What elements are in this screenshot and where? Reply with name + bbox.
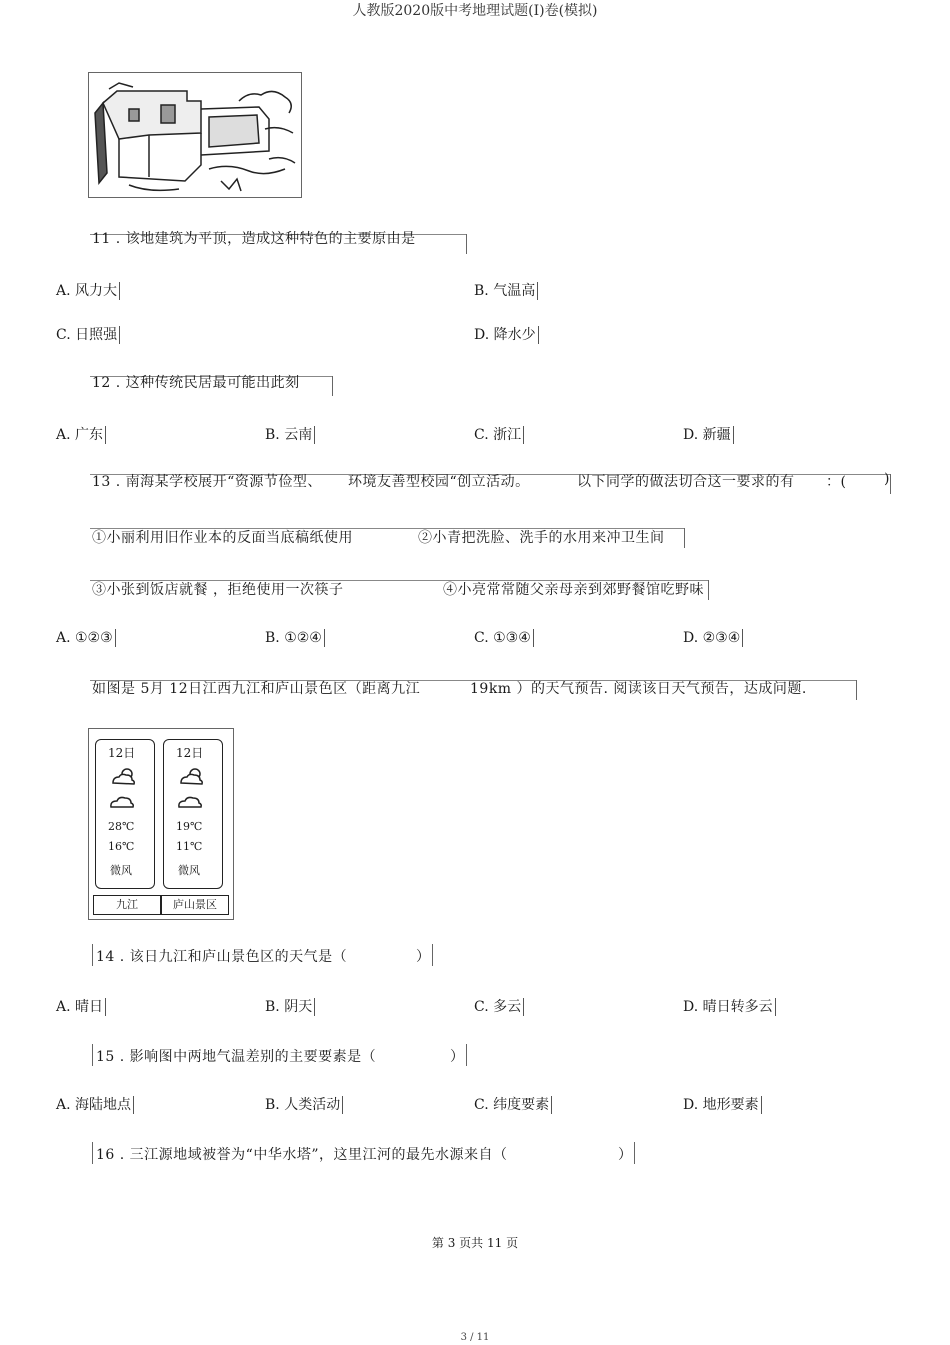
forecast-panel-jiujiang xyxy=(95,739,155,889)
forecast-date: 12日 xyxy=(176,746,204,760)
forecast-low-temp: 11℃ xyxy=(176,840,203,853)
q13-option-a[interactable]: A. ①②③ xyxy=(56,629,116,647)
q14-option-a[interactable]: A. 晴日 xyxy=(56,996,106,1016)
q13-statement-1: ①小丽利用旧作业本的反面当底稿纸使用 xyxy=(92,530,353,546)
forecast-place-lushan: 庐山景区 xyxy=(161,895,229,915)
q12-option-b[interactable]: B. 云南 xyxy=(265,424,315,444)
document-title: 人教版2020版中考地理试题(I)卷(模拟) xyxy=(352,3,598,19)
q12-option-a[interactable]: A. 广东 xyxy=(56,424,106,444)
q12-option-c[interactable]: C. 浙江 xyxy=(474,424,524,444)
cloudy-icon xyxy=(176,792,204,810)
forecast-wind: 微风 xyxy=(110,864,132,877)
weather-forecast-figure xyxy=(88,728,234,920)
question-13-stem-part4: ：( xyxy=(826,474,847,490)
question-13-stem-part5: ) xyxy=(884,471,890,487)
question-15-close: ） xyxy=(450,1049,465,1065)
q12-option-d[interactable]: D. 新疆 xyxy=(683,424,734,444)
q13-statement-4: ④小亮常常随父亲母亲到郊野餐馆吃野味 xyxy=(443,582,704,598)
q14-option-b[interactable]: B. 阴天 xyxy=(265,996,315,1016)
q11-option-b[interactable]: B. 气温高 xyxy=(474,280,538,300)
q13-option-d[interactable]: D. ②③④ xyxy=(683,629,743,647)
forecast-intro-part2: 19km ）的天气预告. 阅读该日天气预告，达成问题. xyxy=(470,681,807,697)
building-illustration xyxy=(88,72,302,198)
forecast-place-jiujiang: 九江 xyxy=(93,895,161,915)
q14-option-c[interactable]: C. 多云 xyxy=(474,996,524,1016)
question-15-stem: 15 . 影响图中两地气温差别的主要要素是（ xyxy=(96,1049,377,1065)
q11-option-a[interactable]: A. 风力大 xyxy=(56,280,120,300)
question-16-close: ） xyxy=(618,1147,633,1163)
q15-option-a[interactable]: A. 海陆地点 xyxy=(56,1094,134,1114)
page-number: 3 / 11 xyxy=(460,1332,490,1343)
question-13-stem-part1: 13 . 南海某学校展开“资源节俭型、 xyxy=(92,474,322,490)
sunny-cloudy-icon xyxy=(110,766,138,786)
q13-option-b[interactable]: B. ①②④ xyxy=(265,629,325,647)
flat-roof-house-drawing xyxy=(89,73,301,197)
forecast-low-temp: 16℃ xyxy=(108,840,135,853)
q13-statement-2: ②小青把洗脸、洗手的水用来冲卫生间 xyxy=(418,530,665,546)
forecast-intro-part1: 如图是 5月 12日江西九江和庐山景色区（距离九江 xyxy=(92,681,421,697)
forecast-wind: 微风 xyxy=(178,864,200,877)
q15-option-c[interactable]: C. 纬度要素 xyxy=(474,1094,552,1114)
q11-option-d[interactable]: D. 降水少 xyxy=(474,324,539,344)
forecast-high-temp: 28℃ xyxy=(108,820,135,833)
question-12-stem: 12 . 这种传统民居最可能出此刻 xyxy=(92,375,300,391)
question-14-stem: 14 . 该日九江和庐山景色区的天气是（ xyxy=(96,949,348,965)
forecast-panel-lushan xyxy=(163,739,223,889)
question-13-stem-part2: 环境友善型校园“创立活动。 xyxy=(348,474,530,490)
question-14-close: ） xyxy=(416,949,431,965)
question-13-stem-part3: 以下同学的做法切合这一要求的有 xyxy=(577,474,795,490)
cloudy-icon xyxy=(108,792,136,810)
q14-option-d[interactable]: D. 晴日转多云 xyxy=(683,996,776,1016)
forecast-date: 12日 xyxy=(108,746,136,760)
q13-option-c[interactable]: C. ①③④ xyxy=(474,629,534,647)
page-footer-label: 第 3 页共 11 页 xyxy=(431,1236,519,1250)
q13-statement-3: ③小张到饭店就餐 ，拒绝使用一次筷子 xyxy=(92,582,344,598)
q11-option-c[interactable]: C. 日照强 xyxy=(56,324,120,344)
question-16-stem: 16 . 三江源地域被誉为“中华水塔”，这里江河的最先水源来自（ xyxy=(96,1147,508,1163)
q15-option-d[interactable]: D. 地形要素 xyxy=(683,1094,762,1114)
q15-option-b[interactable]: B. 人类活动 xyxy=(265,1094,343,1114)
question-11-stem: 11 . 该地建筑为平顶，造成这种特色的主要原由是 xyxy=(92,231,416,247)
forecast-high-temp: 19℃ xyxy=(176,820,203,833)
sunny-cloudy-icon xyxy=(178,766,206,786)
